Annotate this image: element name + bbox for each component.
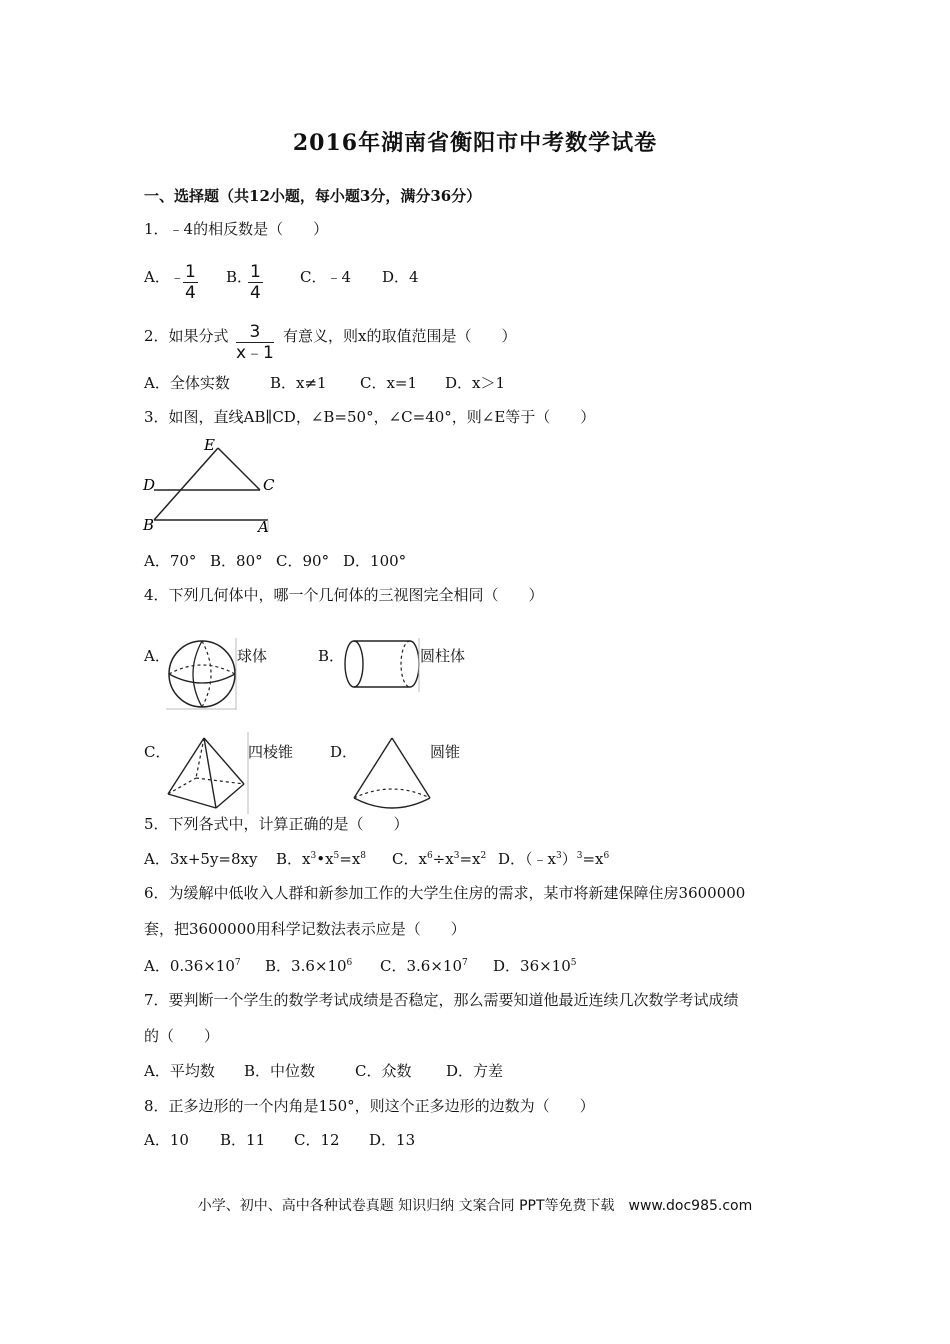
q5-b-base: B．x <box>276 850 311 868</box>
question-1: 1．﹣4的相反数是（ ） <box>144 220 329 238</box>
question-7-line-2: 的（ ） <box>144 1027 220 1045</box>
q1-option-a-fraction <box>183 262 198 303</box>
q4-option-a-name: 球体 <box>237 647 268 665</box>
q4-option-b-name: 圆柱体 <box>420 647 466 665</box>
q2-option-c: C．x=1 <box>360 374 418 392</box>
q3-label-b: B <box>143 516 155 534</box>
q1-option-a-label: A．﹣ <box>144 268 185 286</box>
question-7-line-1: 7．要判断一个学生的数学考试成绩是否稳定，那么需要知道他最近连续几次数学考试成绩 <box>144 991 739 1009</box>
q6-option-a <box>144 955 241 976</box>
q5-d-exp3: 6 <box>603 851 610 861</box>
pyramid-icon <box>164 732 250 814</box>
q8-option-d: D．13 <box>369 1131 416 1149</box>
q2-numerator: 3 <box>236 322 274 343</box>
q2-option-b: B．x≠1 <box>270 374 327 392</box>
q3-option-d: D．100° <box>343 552 407 570</box>
question-8: 8．正多边形的一个内角是150°，则这个正多边形的边数为（ ） <box>144 1097 595 1115</box>
q6-c-exp: 7 <box>462 958 468 968</box>
footer-text: 小学、初中、高中各种试卷真题 知识归纳 文案合同 PPT等免费下载 www.doc985.com <box>197 1198 753 1214</box>
question-2-prefix: 2．如果分式 <box>144 327 229 345</box>
question-4: 4．下列几何体中，哪一个几何体的三视图完全相同（ ） <box>144 586 544 604</box>
cylinder-icon <box>342 638 422 694</box>
q5-b-exp3: 8 <box>360 851 367 861</box>
q5-c-exp3: 2 <box>480 851 487 861</box>
q2-option-a: A．全体实数 <box>144 374 230 392</box>
q6-b-exp: 6 <box>346 958 353 968</box>
q3-figure <box>140 436 280 536</box>
q6-option-c <box>380 955 468 976</box>
q5-d-mid: ） <box>561 850 577 868</box>
cone-icon <box>352 736 436 816</box>
q5-d-exp2: 3 <box>576 851 583 861</box>
q8-option-b: B．11 <box>220 1131 266 1149</box>
q5-c-base: C．x <box>392 850 427 868</box>
q6-a-base: A．0.36×10 <box>144 957 235 975</box>
q8-option-a: A．10 <box>144 1131 189 1149</box>
q6-d-base: D．36×10 <box>493 957 571 975</box>
q4-option-c-label: C． <box>144 743 171 761</box>
q5-option-b <box>276 848 366 869</box>
q1-option-c: C．﹣4 <box>300 268 352 286</box>
q1-option-d: D．4 <box>382 268 419 286</box>
q5-option-a: A．3x+5y=8xy <box>144 850 258 868</box>
q5-d-exp1: 3 <box>556 851 562 861</box>
q5-d-eq: =x <box>582 850 604 868</box>
q6-c-base: C．3.6×10 <box>380 957 462 975</box>
q7-option-b: B．中位数 <box>244 1062 316 1080</box>
q5-b-eq: =x <box>339 850 361 868</box>
section-heading: 一、选择题（共12小题，每小题3分，满分36分） <box>144 187 482 205</box>
question-3: 3．如图，直线AB∥CD，∠B=50°，∠C=40°，则∠E等于（ ） <box>144 408 596 426</box>
q3-option-c: C．90° <box>276 552 330 570</box>
q3-label-a: A <box>258 518 269 536</box>
q5-b-exp1: 3 <box>310 851 317 861</box>
q5-c-eq: =x <box>459 850 481 868</box>
q1-b-denominator: 4 <box>250 283 261 303</box>
q2-option-d: D．x＞1 <box>445 374 506 392</box>
q6-option-b <box>265 955 352 976</box>
q1-option-b-label: B． <box>226 268 253 286</box>
sphere-icon <box>166 638 238 710</box>
question-6-line-1: 6．为缓解中低收入人群和新参加工作的大学生住房的需求，某市将新建保障住房3600000 <box>144 884 746 902</box>
q3-option-b: B．80° <box>210 552 263 570</box>
q5-c-exp2: 3 <box>453 851 460 861</box>
q2-fraction <box>236 322 274 363</box>
q3-label-e: E <box>204 436 215 454</box>
q5-b-mid: •x <box>316 850 334 868</box>
question-2-suffix: 有意义，则x的取值范围是（ ） <box>283 327 517 345</box>
q6-a-exp: 7 <box>234 958 241 968</box>
q6-option-d <box>493 955 577 976</box>
q3-label-d: D <box>143 476 156 494</box>
question-6-line-2: 套，把3600000用科学记数法表示应是（ ） <box>144 920 466 938</box>
q4-option-c-name: 四棱锥 <box>248 743 294 761</box>
q8-option-c: C．12 <box>294 1131 340 1149</box>
q2-denominator: x﹣1 <box>236 343 274 363</box>
q7-option-d: D．方差 <box>446 1062 504 1080</box>
q5-option-c <box>392 848 486 869</box>
page-title: 2016年湖南省衡阳市中考数学试卷 <box>292 130 658 156</box>
q7-option-a: A．平均数 <box>144 1062 215 1080</box>
question-5: 5．下列各式中，计算正确的是（ ） <box>144 815 409 833</box>
q5-option-d <box>498 848 609 869</box>
q4-option-b-label: B． <box>318 647 345 665</box>
q1-a-denominator: 4 <box>185 283 196 303</box>
q1-a-numerator: 1 <box>185 262 196 282</box>
q3-option-a: A．70° <box>144 552 197 570</box>
q5-d-base: D．（﹣x <box>498 850 556 868</box>
q4-option-d-name: 圆锥 <box>430 743 461 761</box>
q5-b-exp2: 5 <box>333 851 340 861</box>
q7-option-c: C．众数 <box>355 1062 412 1080</box>
q6-d-exp: 5 <box>570 958 577 968</box>
q5-c-mid: ÷x <box>432 850 454 868</box>
q4-option-d-label: D． <box>330 743 358 761</box>
q1-option-b-fraction <box>248 262 263 303</box>
q4-option-a-label: A． <box>144 647 170 665</box>
q1-b-numerator: 1 <box>250 262 261 282</box>
q6-b-base: B．3.6×10 <box>265 957 347 975</box>
q3-label-c: C <box>263 476 275 494</box>
q5-c-exp1: 6 <box>426 851 433 861</box>
